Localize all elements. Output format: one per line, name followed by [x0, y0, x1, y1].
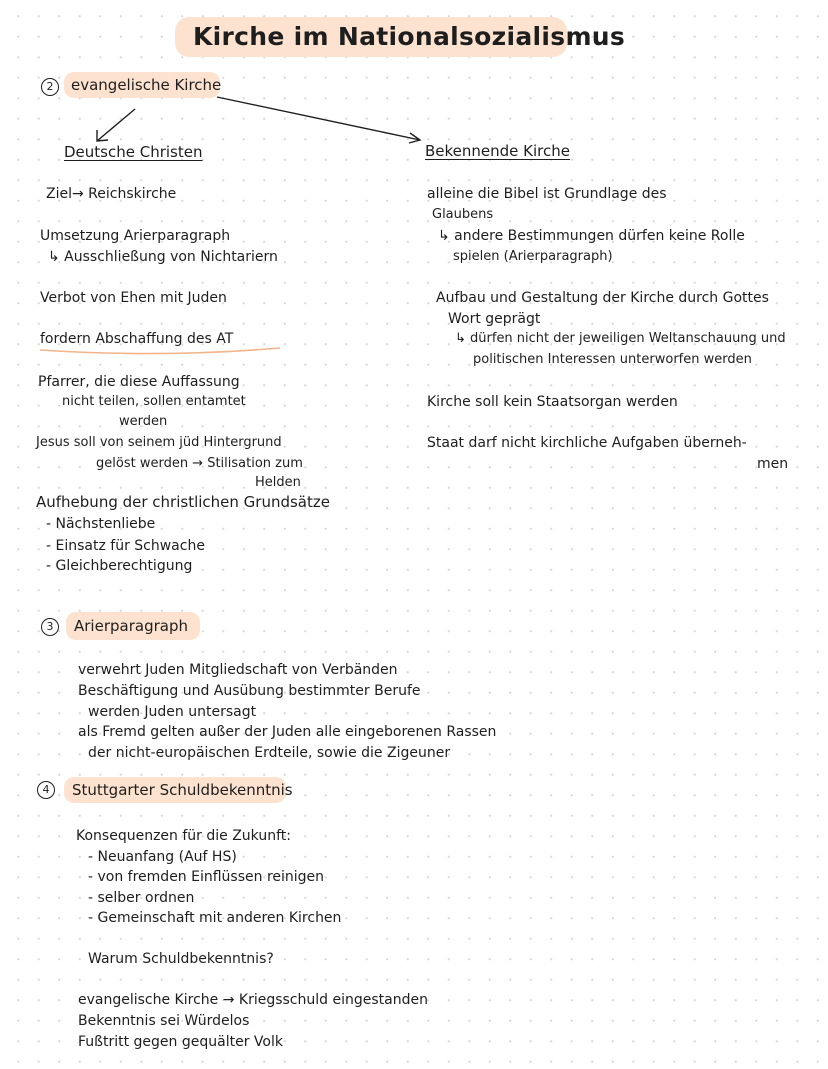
left-item: Pfarrer, die diese Auffassung: [38, 374, 240, 390]
section3-item: der nicht-europäischen Erdteile, sowie die Zigeuner: [88, 745, 451, 761]
right-item: Kirche soll kein Staatsorgan werden: [427, 394, 678, 410]
section4-item: - selber ordnen: [88, 890, 195, 906]
right-heading: Bekennende Kirche: [425, 142, 570, 160]
left-item: ↳ Ausschließung von Nichtariern: [48, 249, 278, 265]
left-item: fordern Abschaffung des AT: [40, 331, 234, 347]
left-item: - Nächstenliebe: [46, 516, 156, 532]
section4-item: - Neuanfang (Auf HS): [88, 849, 237, 865]
left-item: Jesus soll von seinem jüd Hintergrund: [36, 435, 282, 450]
highlight-underline: [40, 348, 280, 354]
left-item: gelöst werden → Stilisation zum: [96, 456, 303, 471]
section4-answer: Fußtritt gegen gequälter Volk: [78, 1034, 283, 1050]
left-item: Aufhebung der christlichen Grundsätze: [36, 493, 330, 511]
right-item: politischen Interessen unterworfen werden: [473, 352, 752, 367]
section4-intro: Konsequenzen für die Zukunft:: [76, 828, 291, 844]
right-item: Staat darf nicht kirchliche Aufgaben überneh-: [427, 435, 747, 451]
section-number-4: 4: [37, 781, 55, 799]
section3-item: als Fremd gelten außer der Juden alle eingeborenen Rassen: [78, 724, 497, 740]
section3-heading: Arierparagraph: [74, 617, 188, 635]
right-item: alleine die Bibel ist Grundlage des: [427, 186, 667, 202]
section4-question: Warum Schuldbekenntnis?: [88, 951, 274, 967]
right-item: men: [757, 456, 789, 472]
left-item: - Einsatz für Schwache: [46, 538, 205, 554]
right-item: ↳ dürfen nicht der jeweiligen Weltanschauung und: [455, 331, 786, 346]
arrow-to-deutsche-christen: [97, 109, 135, 141]
page-title: Kirche im Nationalsozialismus: [193, 22, 626, 51]
section3-item: werden Juden untersagt: [88, 704, 257, 720]
section4-item: - Gemeinschaft mit anderen Kirchen: [88, 910, 342, 926]
right-item: spielen (Arierparagraph): [453, 249, 613, 264]
section4-answer: Bekenntnis sei Würdelos: [78, 1013, 250, 1029]
right-item: Glaubens: [432, 207, 494, 222]
section3-item: verwehrt Juden Mitgliedschaft von Verbänden: [78, 662, 398, 678]
left-item: Umsetzung Arierparagraph: [40, 228, 231, 244]
right-item: ↳ andere Bestimmungen dürfen keine Rolle: [438, 228, 745, 244]
section3-item: Beschäftigung und Ausübung bestimmter Berufe: [78, 683, 421, 699]
section4-heading: Stuttgarter Schuldbekenntnis: [72, 781, 293, 799]
left-item: Verbot von Ehen mit Juden: [40, 290, 227, 306]
left-item: - Gleichberechtigung: [46, 558, 193, 574]
left-goal: Ziel→ Reichskirche: [46, 186, 177, 202]
left-item: Helden: [255, 475, 301, 490]
right-item: Aufbau und Gestaltung der Kirche durch Gottes: [436, 290, 769, 306]
section4-answer: evangelische Kirche → Kriegsschuld eingestanden: [78, 992, 428, 1008]
section4-item: - von fremden Einflüssen reinigen: [88, 869, 325, 885]
left-heading: Deutsche Christen: [64, 143, 203, 161]
arrow-to-bekennende-kirche: [217, 97, 420, 140]
right-item: Wort geprägt: [448, 311, 541, 327]
left-item: nicht teilen, sollen entamtet: [62, 394, 246, 409]
section-number-3: 3: [41, 618, 59, 636]
section2-heading: evangelische Kirche: [71, 76, 222, 94]
section-number-2: 2: [41, 78, 59, 96]
left-item: werden: [119, 414, 168, 429]
